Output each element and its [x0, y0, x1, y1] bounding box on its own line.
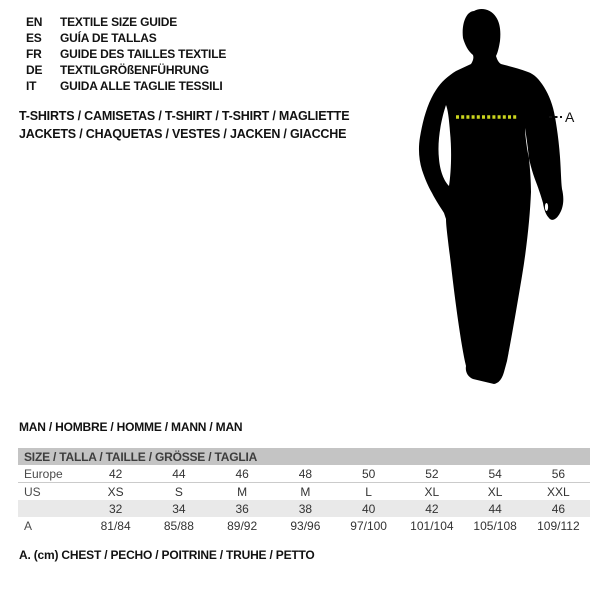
- size-cell: 40: [337, 500, 400, 517]
- size-cell: 48: [274, 465, 337, 483]
- size-cell: M: [237, 484, 248, 499]
- table-row-chest: [18, 517, 590, 534]
- size-table: [18, 448, 590, 534]
- man-silhouette-shape: [419, 9, 563, 384]
- size-cell: 81/84: [100, 518, 131, 533]
- language-title: TEXTILGRÖßENFÜHRUNG: [60, 63, 209, 77]
- section-title-man: MAN / HOMBRE / HOMME / MANN / MAN: [19, 420, 243, 434]
- measurement-footnote: A. (cm) CHEST / PECHO / POITRINE / TRUHE / PETTO: [19, 548, 315, 562]
- size-cell: XL: [424, 484, 440, 499]
- row-label: [18, 500, 84, 517]
- size-cell: XXL: [547, 484, 570, 499]
- size-cell: 34: [147, 500, 210, 517]
- size-cell: 105/108: [473, 518, 517, 533]
- measurement-figure: [390, 0, 600, 400]
- size-cell: L: [365, 484, 372, 499]
- language-row: [26, 62, 226, 78]
- size-cell: 44: [464, 500, 527, 517]
- size-cell: 97/100: [350, 518, 387, 533]
- size-cell: 50: [337, 465, 400, 483]
- size-cell: 32: [84, 500, 147, 517]
- size-cell: 101/104: [410, 518, 454, 533]
- size-cell: 93/96: [290, 518, 321, 533]
- thumb-highlight: [545, 203, 548, 211]
- garment-categories: [19, 107, 349, 143]
- row-label: A: [24, 518, 33, 533]
- category-jackets: JACKETS / CHAQUETAS / VESTES / JACKEN / GIACCHE: [19, 127, 347, 141]
- table-row-europe: [18, 465, 590, 483]
- measure-label-a: A: [565, 109, 575, 125]
- size-cell: 42: [400, 500, 463, 517]
- size-cell: 46: [211, 465, 274, 483]
- language-title: GUIDE DES TAILLES TEXTILE: [60, 47, 227, 61]
- size-cell: 109/112: [537, 518, 580, 533]
- size-cell: 56: [527, 465, 590, 483]
- row-label: Europe: [18, 465, 84, 483]
- size-cell: M: [300, 484, 311, 499]
- language-code: ES: [26, 31, 42, 45]
- language-row: [26, 14, 226, 30]
- size-cell: 54: [464, 465, 527, 483]
- size-cell: 44: [147, 465, 210, 483]
- table-row-us: [18, 483, 590, 501]
- size-cell: 38: [274, 500, 337, 517]
- language-row: [26, 46, 226, 62]
- language-row: [26, 30, 226, 46]
- size-table-header-row: [18, 448, 590, 465]
- language-title: TEXTILE SIZE GUIDE: [60, 15, 178, 29]
- language-code: DE: [26, 63, 43, 77]
- man-silhouette: [390, 0, 600, 400]
- language-title: GUIDA ALLE TAGLIE TESSILI: [60, 79, 223, 93]
- language-row: [26, 78, 226, 94]
- row-label: US: [24, 484, 41, 499]
- language-code: EN: [26, 15, 43, 29]
- size-cell: S: [174, 484, 183, 499]
- size-cell: XS: [107, 484, 124, 499]
- size-cell: 52: [400, 465, 463, 483]
- language-title: GUÍA DE TALLAS: [60, 31, 157, 45]
- language-code: FR: [26, 47, 42, 61]
- size-cell: 89/92: [227, 518, 258, 533]
- category-tshirts: T-SHIRTS / CAMISETAS / T-SHIRT / T-SHIRT / MAGLIETTE: [19, 109, 350, 123]
- size-cell: 85/88: [163, 518, 194, 533]
- size-cell: 36: [211, 500, 274, 517]
- language-title-list: [26, 14, 226, 94]
- size-cell: 42: [84, 465, 147, 483]
- table-row-numeric: [18, 500, 590, 517]
- language-code: IT: [26, 79, 37, 93]
- size-table-header: SIZE / TALLA / TAILLE / GRÖSSE / TAGLIA: [18, 448, 590, 465]
- size-cell: 46: [527, 500, 590, 517]
- size-cell: XL: [487, 484, 503, 499]
